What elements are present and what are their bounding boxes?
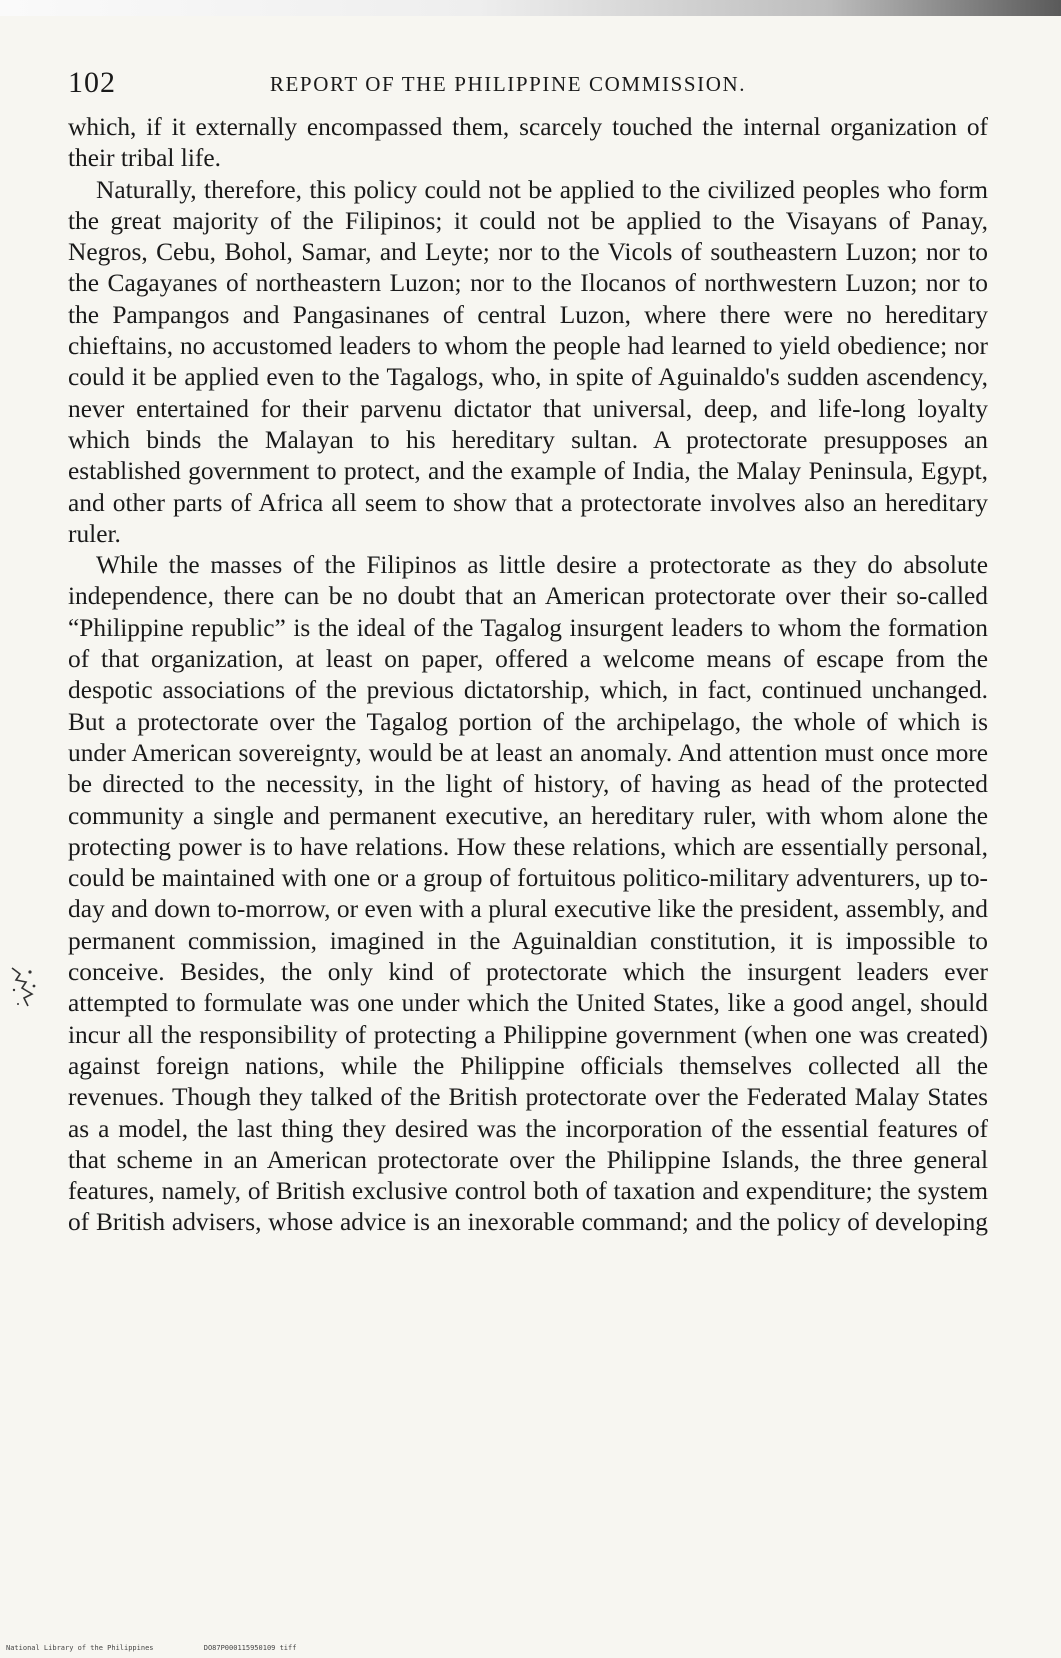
page-body — [68, 112, 988, 1552]
page-number: 102 — [68, 66, 116, 99]
footer-file-id: DO87P000115950109 tiff — [203, 1644, 297, 1652]
footer-library: National Library of the Philippines — [6, 1644, 154, 1652]
page-header — [68, 66, 988, 106]
paragraph-1: which, if it externally encompassed them, scarcely touched the internal organization of their tribal life. — [68, 113, 988, 173]
scan-footer — [6, 1644, 342, 1652]
running-title: REPORT OF THE PHILIPPINE COMMISSION. — [269, 72, 747, 96]
margin-blot-mark — [6, 960, 40, 1012]
paragraph-3: While the masses of the Filipinos as little desire a protectorate as they do absolute independence, there can be no doubt that an American protectorate over their so-called “Philippine republic” is the ideal of the Tagalog insurgent leaders to whom the formation of that organization, at least on paper, offered a welcome means of escape from the despotic associations of the previous dictatorship, which, in fact, continued unchanged. But a protectorate over the Tagalog portion of the archipelago, the whole of which is under American sovereignty, would be at least an anomaly. And attention must once more be directed to the necessity, in the light of history, of having as head of the protected community a single and permanent executive, an hereditary ruler, with whom alone the protecting power is to have relations. How these relations, which are essentially personal, could be maintained with one or a group of fortuitous politico-military adventurers, up to-day and down to-morrow, or even with a plural executive like the president, assembly, and permanent commission, imagined in the Aguinaldian constitution, it is impossible to conceive. Besides, the only kind of protectorate which the insurgent leaders ever attempted to formulate was one under which the United States, like a good angel, should incur all the responsibility of protecting a Philippine government (when one was created) against foreign nations, while the Philippine officials themselves collected all the revenues. Though they talked of the British protectorate over the Federated Malay States as a model, the last thing they desired was the incorporation of the essential features of that scheme in an American protectorate over the Philippine Islands, the three general features, namely, of British exclusive control both of taxation and expenditure; the system of British advisers, whose advice is an inexorable command; and the policy of developing — [68, 551, 988, 1237]
scan-top-band — [0, 0, 1061, 16]
paragraph-2: Naturally, therefore, this policy could not be applied to the civilized peoples who form the great majority of the Filipinos; it could not be applied to the Visayans of Panay, Negros, Cebu, Bohol, Samar, and Leyte; nor to the Vicols of southeastern Luzon; nor to the Cagayanes of northeastern Luzon; nor to the Ilocanos of northwestern Luzon; nor to the Pampangos and Pangasinanes of central Luzon, where there were no hereditary chieftains, no accustomed leaders to whom the people had learned to yield obedience; nor could it be applied even to the Tagalogs, who, in spite of Aguinaldo's sudden ascendency, never entertained for their parvenu dictator that universal, deep, and life-long loyalty which binds the Malayan to his hereditary sultan. A protectorate presupposes an established government to protect, and the example of India, the Malay Peninsula, Egypt, and other parts of Africa all seem to show that a protectorate involves also an hereditary ruler. — [68, 175, 988, 548]
